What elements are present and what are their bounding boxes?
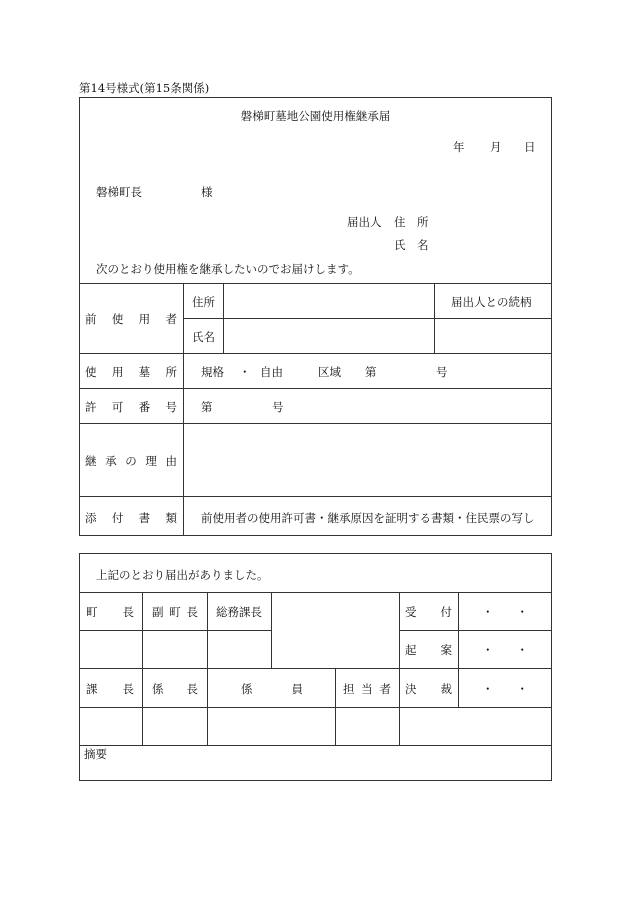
draft-date: ・ ・ [482, 643, 528, 657]
plot-label: 使 用 墓 所 [85, 365, 177, 379]
relation-field[interactable] [435, 319, 551, 352]
form-number: 第14号様式(第15条関係) [79, 81, 210, 95]
plot-area: 区域 [318, 365, 341, 379]
date-year: 年 [453, 140, 465, 154]
prev-user-name-field[interactable] [224, 319, 433, 352]
date-day: 日 [524, 140, 536, 154]
relation-label: 届出人との続柄 [451, 295, 532, 309]
form-title: 磐梯町墓地公園使用権継承届 [240, 109, 391, 123]
vice-mayor-label: 副 町 長 [152, 605, 198, 619]
attachments-value: 前使用者の使用許可書・継承原因を証明する書類・住民票の写し [201, 511, 535, 525]
prev-user-label: 前 使 用 者 [85, 312, 177, 326]
office-use-form [79, 553, 552, 781]
remarks-label: 摘要 [84, 747, 107, 761]
mayor-label: 町 長 [86, 605, 134, 619]
decision-date: ・ ・ [482, 682, 528, 696]
receipt-date: ・ ・ [482, 605, 528, 619]
receipt-label: 受 付 [405, 605, 452, 619]
addressee-name: 磐梯町長 [96, 185, 142, 199]
attachments-label: 添 付 書 類 [85, 511, 177, 525]
subsection-chief-label: 係 長 [152, 682, 198, 696]
office-notice: 上記のとおり届出がありました。 [96, 568, 269, 582]
permit-dai: 第 [201, 400, 213, 414]
reason-field[interactable] [184, 424, 551, 495]
addressee-honorific: 様 [201, 185, 213, 199]
name-label: 氏名 [192, 330, 215, 344]
plot-spec: 規格 [201, 365, 224, 379]
applicant-label: 届出人 [347, 215, 382, 229]
reason-label: 継 承 の 理 由 [85, 454, 177, 468]
decision-label: 決 裁 [405, 682, 452, 696]
applicant-address-label: 住 所 [394, 215, 429, 229]
plot-free: 自由 [260, 365, 283, 379]
prev-user-address-field[interactable] [224, 284, 433, 317]
plot-dot: ・ [239, 365, 251, 379]
staff-label: 係 員 [241, 682, 303, 696]
applicant-name-label: 氏 名 [394, 238, 429, 252]
permit-go: 号 [272, 400, 284, 414]
permit-label: 許 可 番 号 [85, 400, 177, 414]
date-month: 月 [490, 140, 502, 154]
plot-go: 号 [436, 365, 448, 379]
plot-dai: 第 [365, 365, 377, 379]
address-label: 住所 [192, 295, 215, 309]
general-affairs-label: 総務課長 [216, 605, 262, 619]
section-chief-label: 課 長 [86, 682, 134, 696]
intro-text: 次のとおり使用権を継承したいのでお届けします。 [96, 262, 360, 276]
in-charge-label: 担 当 者 [343, 682, 391, 696]
draft-label: 起 案 [405, 643, 452, 657]
